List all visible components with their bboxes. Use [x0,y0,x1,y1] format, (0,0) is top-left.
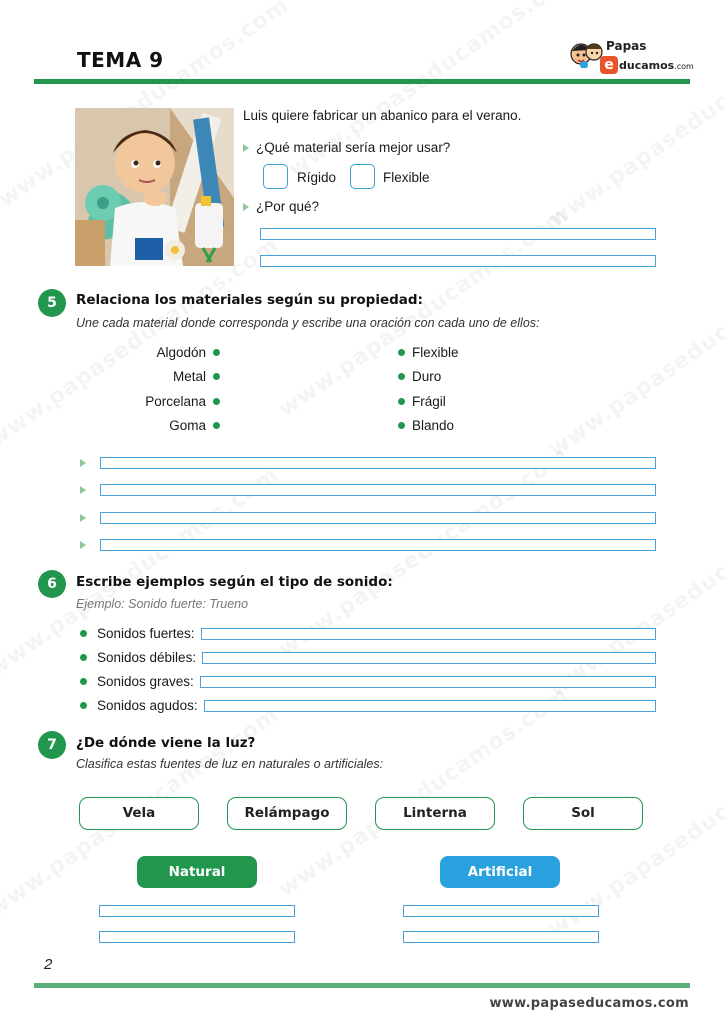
connector-dot[interactable] [213,398,220,405]
connector-dot[interactable] [213,373,220,380]
sound-row [80,626,656,641]
header-divider [34,79,690,84]
question-why [243,199,319,214]
bullet-dot [80,630,87,637]
checkbox-flexible[interactable] [350,164,375,189]
sound-answer-line[interactable] [202,652,656,664]
material-label: Metal [172,369,206,384]
sound-row [80,698,656,713]
exercise-title: Relaciona los materiales según su propiedad: [76,292,423,308]
answer-line[interactable] [260,228,656,240]
footer-divider [34,983,690,988]
connector-dot[interactable] [213,422,220,429]
exercise-title: ¿De dónde viene la luz? [76,735,256,751]
option-label-rigido: Rígido [297,170,337,185]
bullet-dot [80,678,87,685]
property-item[interactable] [398,369,441,384]
exercise-number-badge: 7 [38,731,66,759]
papaseducamos-logo [570,36,694,76]
sentence-line-row [80,483,656,497]
connector-dot[interactable] [398,422,405,429]
material-label: Goma [169,418,206,433]
property-label: Duro [412,369,442,384]
light-source-card[interactable]: Vela [79,797,199,830]
sentence-line[interactable] [100,457,656,469]
kids-faces-icon [570,38,604,68]
property-label: Flexible [412,345,459,360]
logo-e-badge: e [600,56,618,74]
artificial-answer-line[interactable] [403,905,599,917]
natural-answer-line[interactable] [99,931,295,943]
watermark-text [284,0,583,183]
material-label: Algodón [156,345,206,360]
question-material-text: ¿Qué material sería mejor usar? [256,140,451,155]
question-material [243,140,450,155]
material-item[interactable] [110,345,220,360]
bullet-arrow-icon [80,459,86,467]
answer-line[interactable] [260,255,656,267]
sentence-line-row [80,456,656,470]
property-label: Blando [412,418,455,433]
property-item[interactable] [398,418,454,433]
sound-answer-line[interactable] [201,628,656,640]
exercise-number-badge: 5 [38,289,66,317]
connector-dot[interactable] [213,349,220,356]
sentence-line[interactable] [100,484,656,496]
exercise-subtitle: Une cada material donde corresponda y escribe una oración con cada uno de ellos: [76,316,540,330]
bullet-arrow-icon [243,203,249,211]
light-source-card[interactable]: Sol [523,797,643,830]
sound-answer-line[interactable] [204,700,656,712]
sound-label: Sonidos débiles: [97,650,197,665]
checkbox-rigido[interactable] [263,164,288,189]
sound-row [80,674,656,689]
sound-label: Sonidos fuertes: [97,626,195,641]
exercise-title: Escribe ejemplos según el tipo de sonido: [76,574,393,590]
sound-label: Sonidos graves: [97,674,194,689]
bullet-arrow-icon [243,144,249,152]
light-source-card[interactable]: Relámpago [227,797,347,830]
bullet-dot [80,702,87,709]
bullet-arrow-icon [80,541,86,549]
material-label: Porcelana [145,394,206,409]
sentence-line[interactable] [100,539,656,551]
natural-answer-line[interactable] [99,905,295,917]
bullet-arrow-icon [80,514,86,522]
boy-with-materials-illustration [75,108,234,266]
logo-papas: Papas [606,39,647,53]
question-why-text: ¿Por qué? [256,199,320,214]
option-label-flexible: Flexible [383,170,430,185]
connector-dot[interactable] [398,349,405,356]
footer-url[interactable]: www.papaseducamos.com [489,996,689,1011]
connector-dot[interactable] [398,373,405,380]
category-artificial: Artificial [440,856,560,888]
sound-label: Sonidos agudos: [97,698,198,713]
logo-tld: .com [674,62,694,71]
sentence-line-row [80,511,656,525]
property-item[interactable] [398,394,446,409]
category-natural: Natural [137,856,257,888]
material-item[interactable] [110,369,220,384]
property-label: Frágil [412,394,446,409]
page-title: TEMA 9 [77,48,164,72]
exercise-example: Ejemplo: Sonido fuerte: Trueno [76,597,249,611]
property-item[interactable] [398,345,459,360]
light-source-card[interactable]: Linterna [375,797,495,830]
sentence-line-row [80,538,656,552]
material-item[interactable] [110,394,220,409]
sound-row [80,650,656,665]
logo-educamos [619,59,694,72]
sound-answer-line[interactable] [200,676,656,688]
bullet-dot [80,654,87,661]
connector-dot[interactable] [398,398,405,405]
sentence-line[interactable] [100,512,656,524]
exercise-intro: Luis quiere fabricar un abanico para el verano. [243,108,522,123]
exercise-subtitle: Clasifica estas fuentes de luz en naturales o artificiales: [76,757,384,771]
logo-educamos-text: ducamos [619,59,675,72]
watermark-text [544,242,725,462]
material-item[interactable] [110,418,220,433]
exercise-number-badge: 6 [38,570,66,598]
artificial-answer-line[interactable] [403,931,599,943]
bullet-arrow-icon [80,486,86,494]
page-number: 2 [44,956,53,973]
